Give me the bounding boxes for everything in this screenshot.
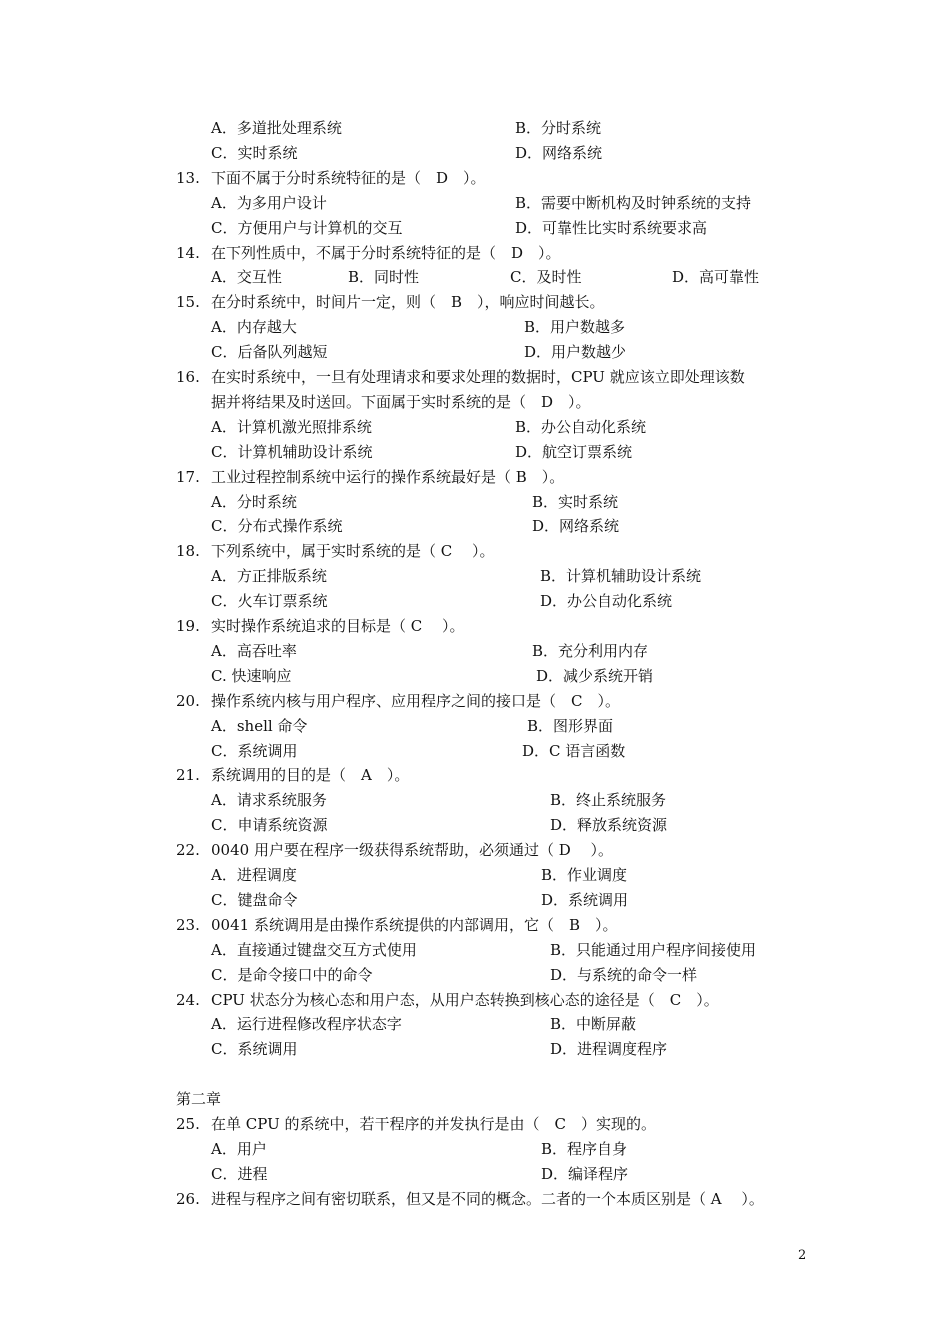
answer-option: D．航空订票系统	[515, 442, 633, 461]
options-row	[0, 714, 950, 738]
options-row	[0, 739, 950, 763]
answer-option: A．方正排版系统	[211, 567, 327, 586]
options-row	[0, 191, 950, 215]
answer-option: D．网络系统	[515, 143, 603, 162]
options-row	[0, 415, 950, 439]
options-row	[0, 863, 950, 887]
answer-option: D．网络系统	[532, 517, 620, 536]
question-line	[0, 365, 950, 389]
question-text: 在下列性质中，不属于分时系统特征的是（ D ）。	[211, 243, 561, 262]
answer-option: B．图形界面	[527, 716, 614, 735]
answer-option: D．减少系统开销	[536, 666, 654, 685]
answer-option: C．申请系统资源	[211, 816, 328, 835]
question-number: 13.	[176, 168, 200, 187]
question-number: 20.	[176, 691, 200, 710]
answer-option: C．系统调用	[211, 1040, 298, 1059]
question-line	[0, 166, 950, 190]
answer-option: C．进程	[211, 1164, 268, 1183]
options-row	[0, 116, 950, 140]
answer-option: B．用户数越多	[524, 318, 626, 337]
question-text: CPU 状态分为核心态和用户态，从用户态转换到核心态的途径是（ C ）。	[211, 990, 719, 1009]
question-number: 19.	[176, 617, 200, 635]
answer-option: A．直接通过键盘交互方式使用	[211, 940, 417, 959]
options-row	[0, 1137, 950, 1161]
answer-option: D．释放系统资源	[550, 816, 668, 835]
answer-option: A．分时系统	[211, 492, 297, 511]
answer-option: A．交互性	[211, 268, 282, 287]
question-number: 26.	[176, 1189, 200, 1208]
blank-line	[0, 1062, 950, 1086]
options-row	[0, 216, 950, 240]
answer-option: C．分布式操作系统	[211, 517, 343, 536]
question-continuation	[0, 390, 950, 414]
answer-option: D．用户数越少	[524, 343, 627, 362]
question-text: 0041 系统调用是由操作系统提供的内部调用，它（ B ）。	[211, 915, 618, 934]
options-row	[0, 340, 950, 364]
options-row	[0, 963, 950, 987]
answer-option: A．多道批处理系统	[211, 119, 342, 137]
options-row	[0, 490, 950, 514]
answer-option: A．用户	[211, 1139, 267, 1158]
question-line	[0, 838, 950, 862]
page-number: 2	[798, 1248, 807, 1263]
question-number: 22.	[176, 841, 200, 860]
question-text: 下列系统中，属于实时系统的是（ C ）。	[211, 542, 495, 561]
options-row	[0, 589, 950, 613]
question-line	[0, 465, 950, 489]
question-line	[0, 689, 950, 713]
question-text: 下面不属于分时系统特征的是（ D ）。	[211, 168, 486, 187]
options-row	[0, 1012, 950, 1036]
answer-option: C．是命令接口中的命令	[211, 965, 373, 984]
options-row	[0, 265, 950, 289]
question-number: 18.	[176, 542, 200, 561]
question-line	[0, 614, 950, 638]
answer-option: D．C 语言函数	[522, 741, 626, 760]
answer-option: B．程序自身	[541, 1139, 628, 1158]
question-text: 0040 用户要在程序一级获得系统帮助，必须通过（ D ）。	[211, 841, 614, 860]
answer-option: B．终止系统服务	[550, 791, 667, 810]
answer-option: B．中断屏蔽	[550, 1015, 637, 1034]
answer-option: B．作业调度	[541, 866, 628, 884]
options-row	[0, 514, 950, 538]
question-text: 在实时系统中，一旦有处理请求和要求处理的数据时，CPU 就应该立即处理该数	[211, 368, 745, 386]
answer-option: B．办公自动化系统	[515, 417, 647, 436]
question-number: 24.	[176, 990, 200, 1009]
answer-option: B．需要中断机构及时钟系统的支持	[515, 193, 752, 212]
question-text: 进程与程序之间有密切联系，但又是不同的概念。二者的一个本质区别是（ A ）。	[211, 1189, 764, 1208]
answer-option: D．与系统的命令一样	[550, 965, 698, 984]
question-number: 17.	[176, 467, 200, 486]
answer-option: A．计算机激光照排系统	[211, 417, 372, 436]
question-line	[0, 988, 950, 1012]
answer-option: B．只能通过用户程序间接使用	[550, 940, 757, 959]
question-number: 15.	[176, 293, 200, 312]
answer-option: C．及时性	[510, 268, 582, 287]
options-row	[0, 440, 950, 464]
answer-option: C．后备队列越短	[211, 343, 328, 362]
options-row	[0, 813, 950, 837]
question-line	[0, 241, 950, 265]
question-text: 在分时系统中，时间片一定，则（ B ），响应时间越长。	[211, 293, 605, 312]
answer-option: D．可靠性比实时系统要求高	[515, 218, 708, 237]
answer-option: C．实时系统	[211, 143, 298, 162]
question-line	[0, 1112, 950, 1136]
answer-option: A．运行进程修改程序状态字	[211, 1015, 402, 1034]
question-text: 实时操作系统追求的目标是（ C ）。	[211, 617, 465, 635]
answer-option: B．充分利用内存	[532, 641, 649, 660]
question-number: 25.	[176, 1115, 200, 1133]
answer-option: C．键盘命令	[211, 890, 298, 909]
answer-option: C．方便用户与计算机的交互	[211, 218, 403, 237]
answer-option: D．办公自动化系统	[540, 592, 673, 611]
answer-option: C．系统调用	[211, 741, 298, 760]
question-text: 据并将结果及时送回。下面属于实时系统的是（ D ）。	[211, 392, 591, 411]
question-number: 23.	[176, 915, 200, 934]
answer-option: B．实时系统	[532, 492, 619, 511]
answer-option: D．进程调度程序	[550, 1040, 668, 1059]
answer-option: A．shell 命令	[211, 716, 308, 735]
question-line	[0, 539, 950, 563]
question-text: 在单 CPU 的系统中，若干程序的并发执行是由（ C ）实现的。	[211, 1115, 656, 1133]
options-row	[0, 1037, 950, 1061]
options-row	[0, 564, 950, 588]
options-row	[0, 639, 950, 663]
answer-option: D．系统调用	[541, 890, 629, 909]
answer-option: C．火车订票系统	[211, 592, 328, 611]
question-number: 16.	[176, 368, 200, 386]
question-text: 系统调用的目的是（ A ）。	[211, 766, 410, 785]
question-line	[0, 1187, 950, 1211]
answer-option: A．内存越大	[211, 318, 297, 337]
options-row	[0, 315, 950, 339]
options-row	[0, 1162, 950, 1186]
question-line	[0, 763, 950, 787]
answer-option: B．计算机辅助设计系统	[540, 567, 702, 586]
question-number: 21.	[176, 766, 200, 785]
question-text: 操作系统内核与用户程序、应用程序之间的接口是（ C ）。	[211, 691, 620, 710]
answer-option: B．同时性	[348, 268, 420, 287]
options-row	[0, 938, 950, 962]
chapter-title: 第二章	[176, 1090, 222, 1109]
answer-option: A．进程调度	[211, 866, 297, 884]
answer-option: A．高吞吐率	[211, 641, 297, 660]
answer-option: C. 快速响应	[211, 666, 292, 685]
answer-option: A．请求系统服务	[211, 791, 327, 810]
answer-option: D．高可靠性	[672, 268, 760, 287]
options-row	[0, 788, 950, 812]
question-line	[0, 290, 950, 314]
options-row	[0, 888, 950, 912]
question-line	[0, 913, 950, 937]
answer-option: C．计算机辅助设计系统	[211, 442, 373, 461]
answer-option: A．为多用户设计	[211, 193, 327, 212]
options-row	[0, 141, 950, 165]
question-text: 工业过程控制系统中运行的操作系统最好是（ B ）。	[211, 467, 565, 486]
chapter-heading	[0, 1087, 950, 1111]
answer-option: D．编译程序	[541, 1164, 629, 1183]
question-number: 14.	[176, 243, 200, 262]
options-row	[0, 664, 950, 688]
answer-option: B．分时系统	[515, 119, 602, 137]
